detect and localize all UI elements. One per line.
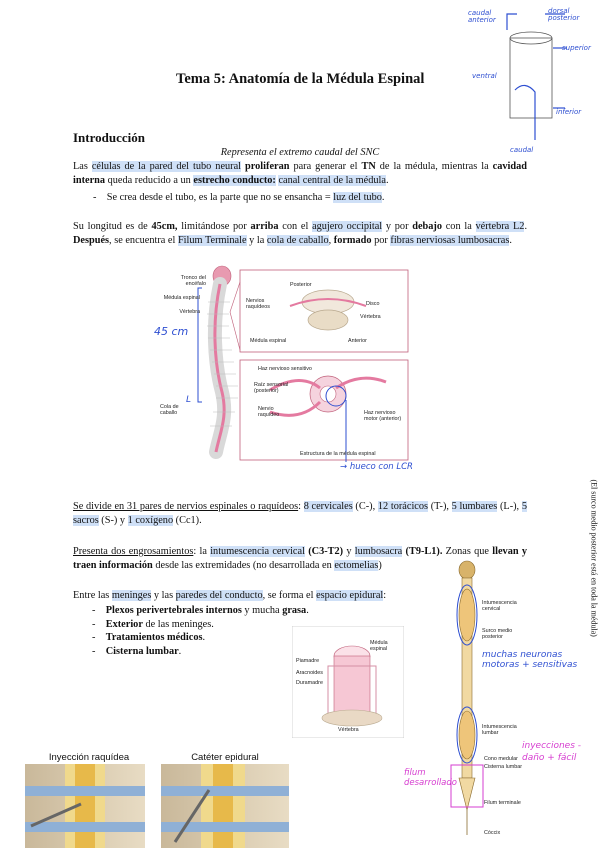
label-inyeccion: Inyección raquídea (48, 752, 130, 763)
arrow-down-icon (515, 85, 535, 140)
label-nervio-raq: Nervio raquídeo (258, 406, 280, 418)
hand-note-45cm: 45 cm (154, 325, 189, 338)
hand-note-inferior: inferior (556, 108, 582, 116)
label-estructura: Estructura de la médula espinal (300, 451, 376, 457)
hand-note-caudal-anterior: caudal anterior (468, 9, 496, 24)
hand-note-inyecciones: inyecciones - daño + fácil (522, 741, 582, 763)
label-haz-motor: Haz nervioso motor (anterior) (364, 410, 402, 422)
label-filum: Filum terminale (484, 800, 521, 806)
label-cono: Cono medular (484, 756, 518, 762)
side-note-container (585, 480, 597, 650)
paragraph-nerves: Se divide en 31 pares de nervios espinales o raquídeos: 8 cervicales (C-), 12 torácicos (T-), 5 lumbares (L-), 5 sacros (S-) y 1 coxígeno (Cc1). (73, 501, 527, 526)
bullet-tube: - Se crea desde el tubo, es la parte que no se ensancha = luz del tubo. (93, 192, 385, 203)
intro-subtitle: Representa el extremo caudal del SNC (220, 147, 380, 158)
label-aracnoides: Aracnoides (296, 670, 323, 676)
label-cateter: Catéter epidural (191, 752, 259, 763)
paragraph-epidural: Entre las meninges y las paredes del conducto, se forma el espacio epidural: (73, 590, 387, 601)
label-coccix: Cóccix (484, 830, 501, 836)
label-raiz: Raíz sensorial (posterior) (254, 382, 289, 394)
paragraph-intumescencias: Presenta dos engrosamientos: la intumescencia cervical (C3-T2) y lumbosacra (T9-L1). Zonas que llevan y traen información desde las extremidades (no desarrollada en ectomelias) (73, 546, 527, 571)
label-posterior: Posterior (290, 282, 312, 288)
label-vertebra2: Vértebra (360, 314, 381, 320)
hand-note-l: L (186, 395, 192, 405)
list-item: - Cisterna lumbar. (92, 645, 182, 657)
list-item: - Plexos perivertebrales internos y mucha grasa. (92, 605, 309, 616)
orientation-sketch (455, 0, 600, 160)
hand-note-lcr: → hueco con LCR (340, 462, 413, 472)
paragraph-cells: Las células de la pared del tubo neural proliferan para generar el TN de la médula, mientras la cavidad interna queda reducido a un estrecho conducto: canal central de la médula. (73, 161, 527, 186)
label-disco: Disco (366, 301, 380, 307)
hand-note-caudal: caudal (510, 146, 534, 154)
hand-note-dorsal-posterior: dorsal posterior (548, 7, 580, 22)
label-haz-sens: Haz nervioso sensitivo (258, 366, 312, 372)
label-intum-cerv: Intumescencia cervical (482, 600, 517, 612)
hand-note-ventral: ventral (472, 72, 497, 80)
label-vertebra3: Vértebra (338, 727, 359, 733)
label-duramadre: Duramadre (296, 680, 323, 686)
hand-note-filum: filum desarrollado (404, 768, 457, 788)
label-cola: Cola de caballo (160, 404, 179, 416)
page-title: Tema 5: Anatomía de la Médula Espinal (176, 71, 425, 87)
label-medula2: Médula espinal (250, 338, 287, 344)
side-note: (El surco medio posterior está en toda la médula) (589, 479, 599, 637)
section-heading-introduccion: Introducción (73, 130, 145, 145)
label-piamadre: Piamadre (296, 658, 320, 664)
label-surco: Surco medio posterior (482, 628, 513, 640)
label-medula: Médula espinal (163, 295, 200, 301)
label-medula-esp: Médula espinal (370, 640, 388, 652)
label-nervios: Nervios raquídeos (246, 298, 270, 310)
list-item: - Exterior de las meninges. (92, 618, 214, 630)
label-cisterna: Cisterna lumbar (484, 764, 523, 770)
label-vertebra: Vértebra (179, 309, 200, 315)
hand-note-superior: superior (562, 44, 591, 52)
label-intum-lumb: Intumescencia lumbar (482, 724, 517, 736)
label-anterior: Anterior (348, 338, 367, 344)
figure-injection-procedures (25, 764, 290, 848)
label-tronco: Tronco del encéfalo (180, 275, 206, 287)
hand-note-muchas: muchas neuronas motoras + sensitivas (482, 650, 578, 670)
paragraph-length: Su longitud es de 45cm, limitándose por arriba con el agujero occipital y por debajo con la vértebra L2. Después, se encuentra el Filum Terminale y la cola de caballo, formado por fibras nerviosas lumbosacras. (73, 221, 528, 246)
list-item: - Tratamientos médicos. (92, 632, 206, 644)
